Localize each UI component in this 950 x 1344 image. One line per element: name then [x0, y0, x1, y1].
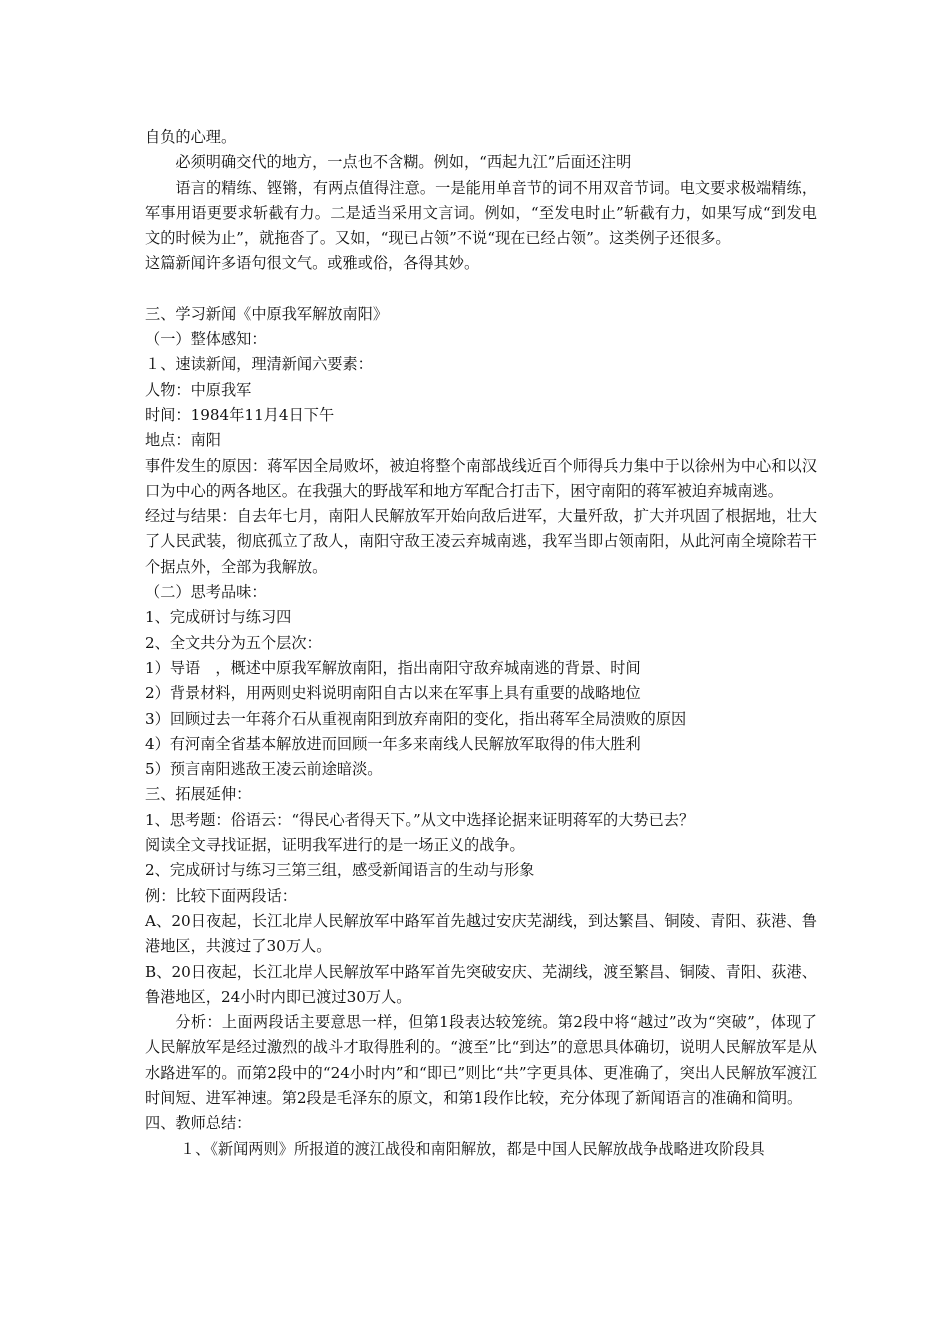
subsection-heading: （一）整体感知：	[145, 330, 267, 349]
section-heading: 四、教师总结：	[145, 1114, 252, 1133]
paragraph: 经过与结果：自去年七月，南阳人民解放军开始向敌后进军，大量歼敌，扩大并巩固了根据地，壮大了人民武装，彻底孤立了敌人，南阳守敌王凌云弃城南逃，我军当即占领南阳，从此河南全境除若干个据点外，全部为我解放。	[145, 507, 817, 576]
paragraph: １、《新闻两则》所报道的渡江战役和南阳解放，都是中国人民解放战争战略进攻阶段具	[179, 1139, 765, 1158]
paragraph: 事件发生的原因：蒋军因全局败坏，被迫将整个南部战线近百个师得兵力集中于以徐州为中心和以汉口为中心的两各地区。在我强大的野战军和地方军配合打击下，困守南阳的蒋军被迫弃城南逃。	[145, 456, 817, 500]
paragraph: 阅读全文寻找证据，证明我军进行的是一场正义的战争。	[145, 836, 525, 855]
list-item: 4）有河南全省基本解放进而回顾一年多来南线人民解放军取得的伟大胜利	[145, 734, 641, 753]
section-heading: 三、拓展延伸：	[145, 785, 252, 804]
paragraph: 1、完成研讨与练习四	[145, 608, 292, 627]
paragraph: 必须明确交代的地方，一点也不含糊。例如，“西起九江”后面还注明	[175, 153, 632, 172]
paragraph: 2、全文共分为五个层次：	[145, 633, 322, 652]
paragraph: B、20日夜起，长江北岸人民解放军中路军首先突破安庆、芜湖线，渡至繁昌、铜陵、青阳、荻港、鲁港地区，24小时内即已渡过30万人。	[145, 962, 817, 1006]
list-item: 2）背景材料，用两则史料说明南阳自古以来在军事上具有重要的战略地位	[145, 684, 641, 703]
blank-line	[145, 277, 817, 302]
paragraph: 人物：中原我军	[145, 380, 252, 399]
list-item: 5）预言南阳逃敌王凌云前途暗淡。	[145, 760, 383, 779]
paragraph: 例：比较下面两段话：	[145, 886, 297, 905]
paragraph: 这篇新闻许多语句很文气。或雅或俗，各得其妙。	[145, 254, 480, 273]
paragraph: 自负的心理。	[145, 128, 237, 146]
paragraph: 1、思考题：俗语云：“得民心者得天下。”从文中选择论据来证明蒋军的大势已去？	[145, 810, 695, 829]
subsection-heading: （二）思考品味：	[145, 583, 267, 602]
paragraph: 地点：南阳	[145, 431, 221, 450]
document-body	[145, 125, 817, 1162]
list-item: 1）导语 ，概述中原我军解放南阳，指出南阳守敌弃城南逃的背景、时间	[145, 658, 641, 677]
list-item: 3）回顾过去一年蒋介石从重视南阳到放弃南阳的变化，指出蒋军全局溃败的原因	[145, 709, 687, 728]
paragraph: A、20日夜起，长江北岸人民解放军中路军首先越过安庆芜湖线，到达繁昌、铜陵、青阳、荻港、鲁港地区，共渡过了30万人。	[145, 911, 817, 956]
paragraph: 2、完成研讨与练习三第三组，感受新闻语言的生动与形象	[145, 861, 535, 880]
section-heading: 三、学习新闻《中原我军解放南阳》	[145, 304, 388, 323]
paragraph: １、速读新闻，理清新闻六要素：	[145, 355, 373, 374]
paragraph: 时间：1984年11月4日下午	[145, 405, 335, 424]
paragraph: 分析：上面两段话主要意思一样，但第1段表达较笼统。第2段中将“越过”改为“突破”，体现了人民解放军是经过激烈的战斗才取得胜利的。“渡至”比“到达”的意思具体确切，说明人民解放军是从水路进军的。而第2段中的“24小时内”和“即已”则比“共”字更具体、更准确了，突出人民解放军渡江时间短、进军神速。第2段是毛泽东的原文，和第1段作比较，充分体现了新闻语言的准确和简明。	[145, 1013, 817, 1107]
paragraph: 语言的精练、铿锵，有两点值得注意。一是能用单音节的词不用双音节词。电文要求极端精练，军事用语更要求斩截有力。二是适当采用文言词。例如，“至发电时止”斩截有力，如果写成“到发电文的时候为止”，就拖沓了。又如，“现已占领”不说“现在已经占领”。这类例子还很多。	[145, 178, 817, 248]
